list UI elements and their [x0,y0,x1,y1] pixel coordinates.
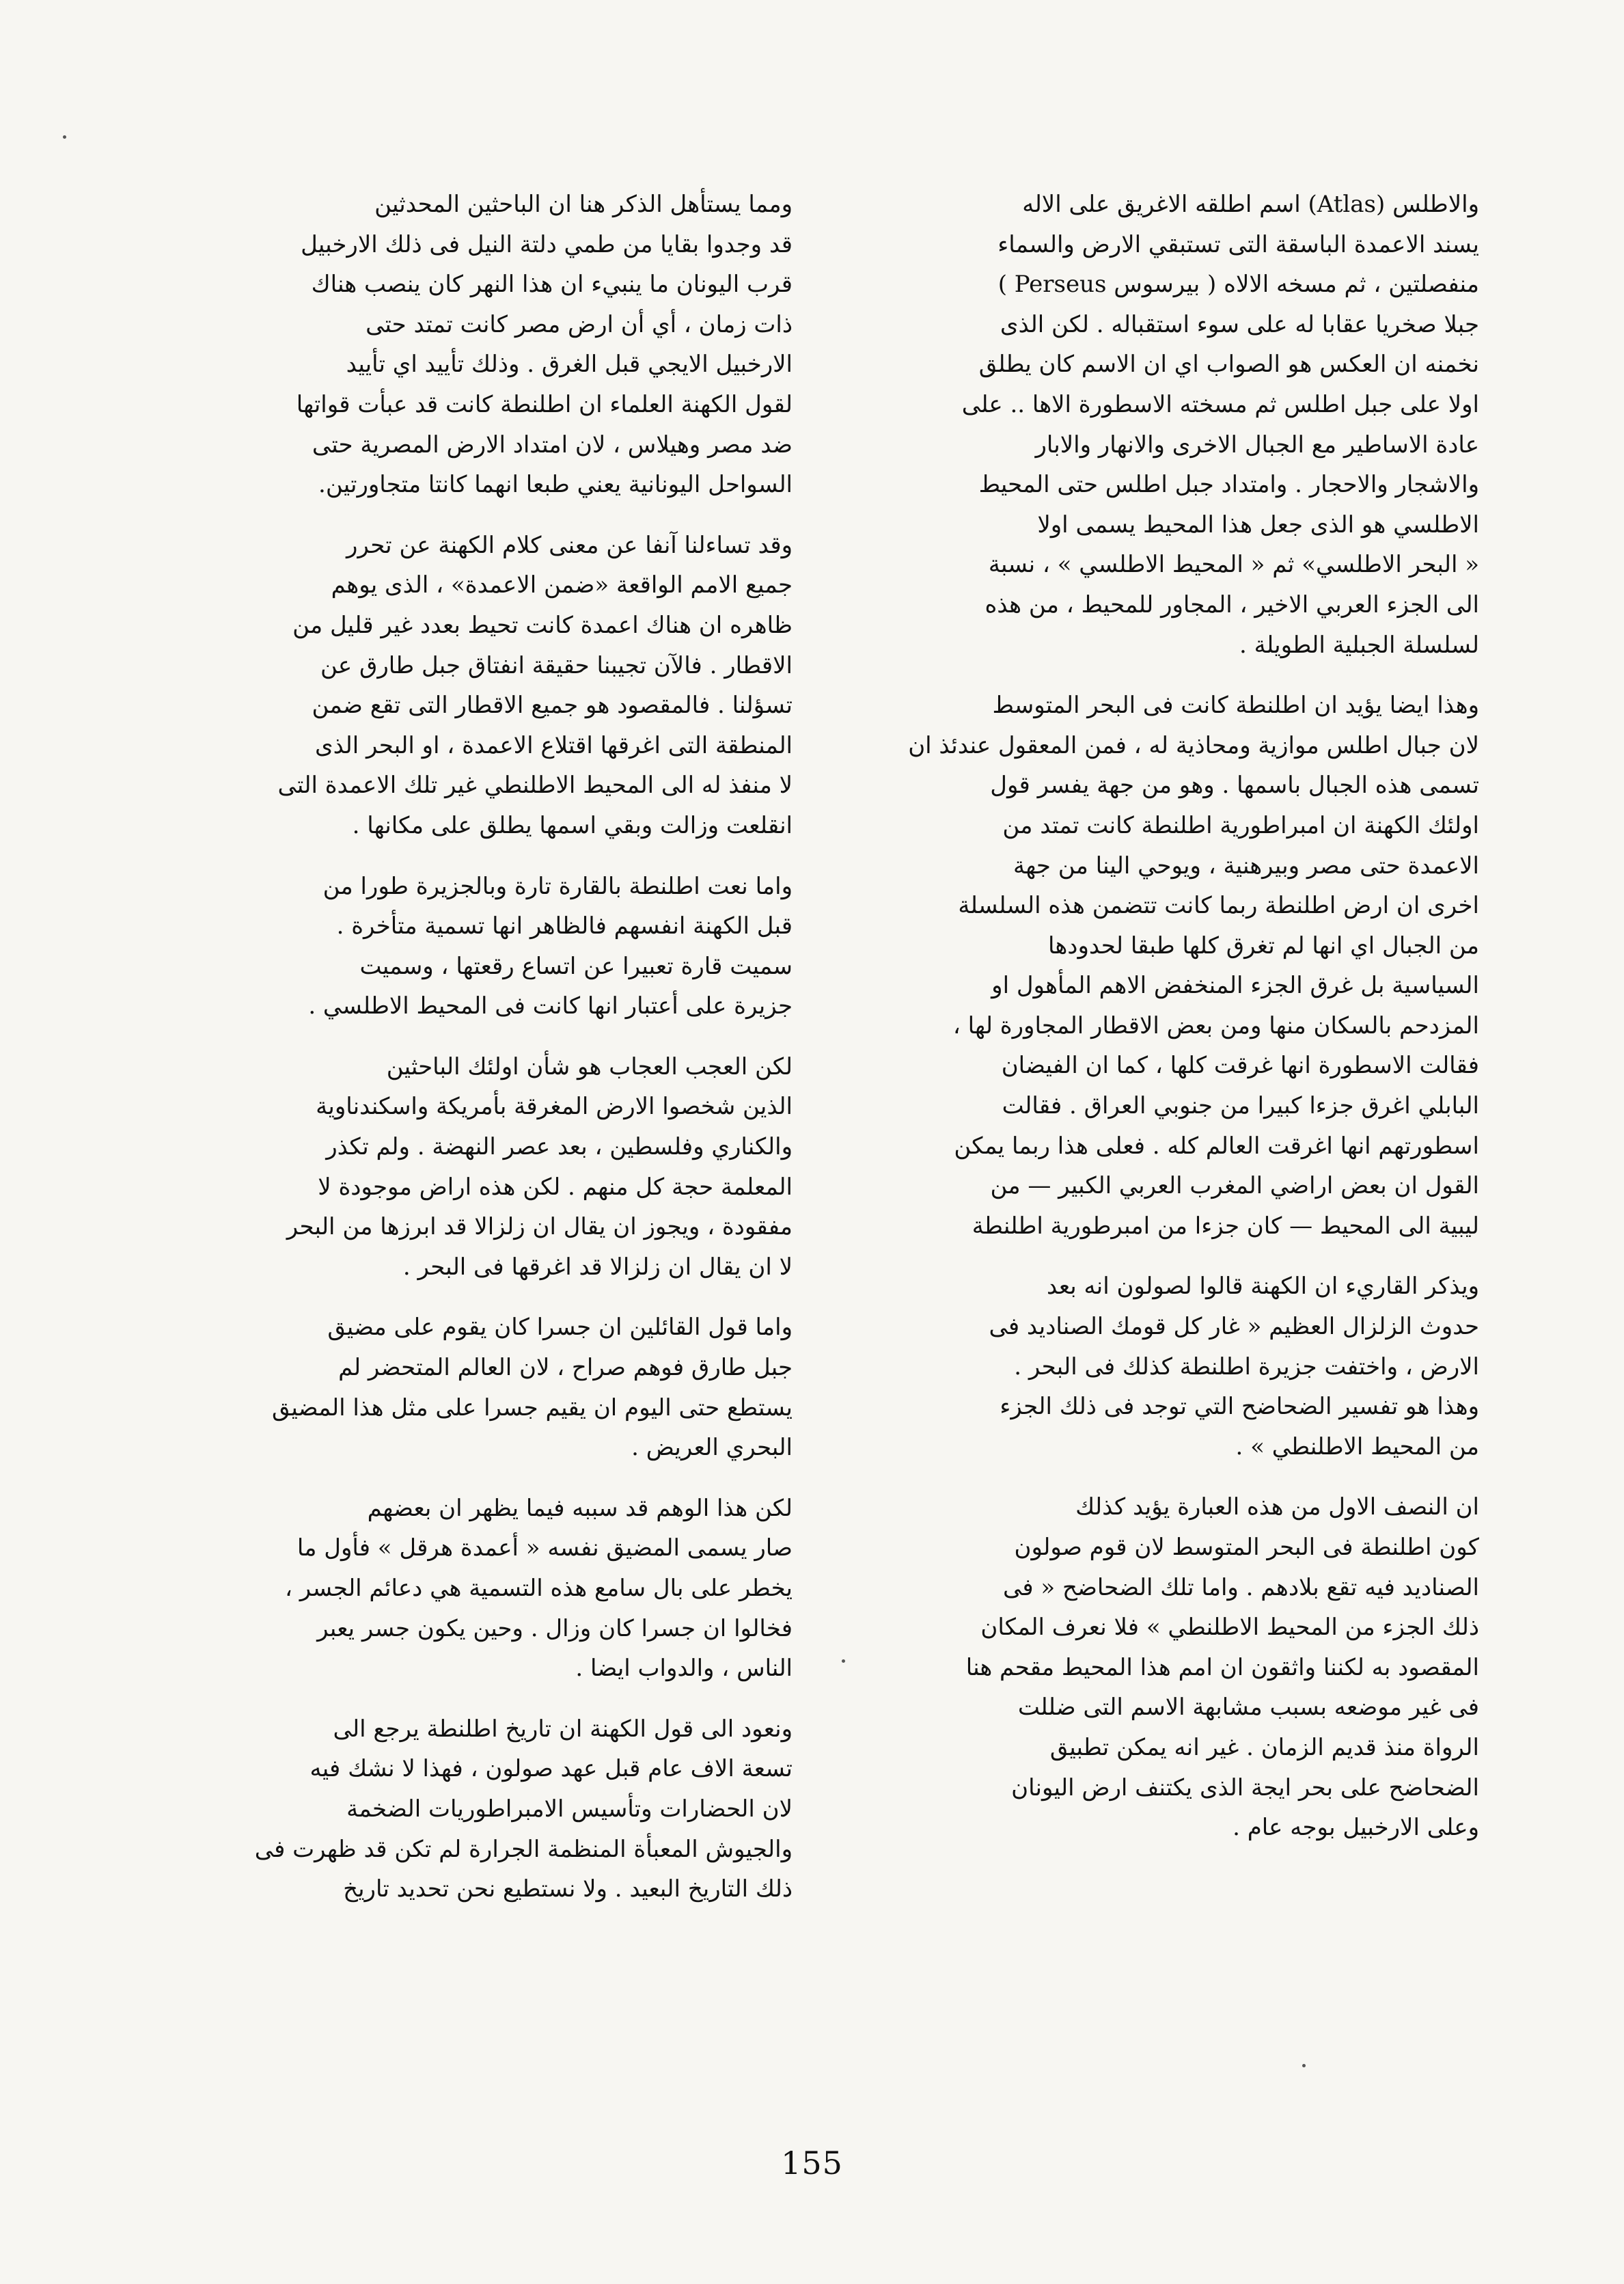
text-line: تسعة الاف عام قبل عهد صولون ، فهذا لا نشك فيه [309,1755,793,1783]
text-line: واما نعت اطلنطة بالقارة تارة وبالجزيرة طورا من [322,872,793,900]
text-line: الرواة منذ قديم الزمان . غير انه يمكن تطبيق [1049,1733,1479,1761]
text-line: قبل الكهنة انفسهم فالظاهر انها تسمية متأخرة . [336,912,793,940]
text-line: يستطع حتى اليوم ان يقيم جسرا على مثل هذا المضيق [271,1393,793,1422]
text-line: ظاهره ان هناك اعمدة كانت تحيط بعدد غير قليل من [292,611,793,639]
text-line: لان الحضارات وتأسيس الامبراطوريات الضخمة [346,1795,793,1823]
text-line: والاطلس (Atlas) اسم اطلقه الاغريق على الاله [1022,191,1479,218]
text-line: اولا على جبل اطلس ثم مسخته الاسطورة الاها .. على [961,390,1479,418]
text-line: المقصود به لكننا واثقون ان امم هذا المحيط مقحم هنا [965,1653,1479,1681]
text-line: السياسية بل غرق الجزء المنخفض الاهم المأهول او [991,972,1479,1000]
text-line: يسند الاعمدة الباسقة التى تستبقي الارض والسماء [997,230,1479,258]
text-line: الناس ، والدواب ايضا . [575,1655,793,1683]
text-line: البابلي اغرق جزءا كبيرا من جنوبي العراق . فقالت [1002,1092,1479,1120]
text-line: وقد تساءلنا آنفا عن معنى كلام الكهنة عن تحرر [346,531,793,559]
text-line: جميع الامم الواقعة «ضمن الاعمدة» ، الذى يوهم [331,571,793,599]
right-column-paragraph [851,1487,1479,1847]
text-line: الارض ، واختفت جزيرة اطلنطة كذلك فى البحر . [1014,1352,1479,1381]
text-line: اسطورتهم انها اغرقت العالم كله . فعلى هذا ربما يمكن [954,1132,1479,1160]
text-line: الى الجزء العربي الاخير ، المجاور للمحيط ، من هذه [985,590,1479,618]
left-column-paragraph [164,1709,793,1909]
text-line: المزدحم بالسكان منها ومن بعض الاقطار المجاورة لها ، [952,1011,1479,1039]
left-column-paragraph [164,1488,793,1689]
scan-speck [63,135,66,139]
text-line: حدوث الزلزال العظيم « غار كل قومك الصناديد فى [989,1313,1479,1341]
text-line: انقلعت وزالت وبقي اسمها يطلق على مكانها . [352,811,793,839]
text-line: الاعمدة حتى مصر وبيرهنية ، ويوحي الينا من جهة [1013,852,1479,880]
text-line: تسمى هذه الجبال باسمها . وهو من جهة يفسر قول [990,772,1479,800]
text-line: ليبية الى المحيط — كان جزءا من امبرطورية اطلنطة [972,1212,1479,1240]
right-column-paragraph [851,1266,1479,1467]
text-line: نخمنه ان العكس هو الصواب اي ان الاسم كان يطلق [978,351,1479,379]
text-line: عادة الاساطير مع الجبال الاخرى والانهار والابار [1035,431,1479,459]
text-line: السواحل اليونانية يعني طبعا انهما كانتا متجاورتين. [318,471,793,499]
text-line: جبل طارق فوهم صراح ، لان العالم المتحضر لم [338,1354,793,1382]
left-column-paragraph [164,526,793,846]
text-line: قرب اليونان ما ينبيء ان هذا النهر كان ينصب هناك [311,271,793,299]
text-line: من المحيط الاطلنطي » . [1235,1432,1479,1460]
left-column [164,185,793,1909]
text-line: لا منفذ له الى المحيط الاطلنطي غير تلك الاعمدة التى [277,772,793,800]
text-line: فخالوا ان جسرا كان وزال . وحين يكون جسر يعبر [317,1614,793,1642]
text-line: ذلك التاريخ البعيد . ولا نستطيع نحن تحديد تاريخ [343,1875,793,1903]
text-line: ذات زمان ، أي أن ارض مصر كانت تمتد حتى [366,310,793,338]
text-line: المعلمة حجة كل منهم . لكن هذه اراض موجودة لا [318,1173,793,1201]
text-line: وعلى الارخبيل بوجه عام . [1233,1814,1479,1842]
text-line: وهذا ايضا يؤيد ان اطلنطة كانت فى البحر المتوسط [992,692,1479,720]
text-line: لقول الكهنة العلماء ان اطلنطة كانت قد عبأت قواتها [296,390,793,418]
text-line: قد وجدوا بقايا من طمي دلتة النيل فى ذلك الارخبيل [301,230,793,258]
text-line: ونعود الى قول الكهنة ان تاريخ اطلنطة يرجع الى [333,1715,793,1743]
text-line: فى غير موضعه بسبب مشابهة الاسم التى ضللت [1017,1694,1479,1722]
text-line: سميت قارة تعبيرا عن اتساع رقعتها ، وسميت [359,952,793,980]
text-line: الاقطار . فالآن تجيبنا حقيقة انفتاق جبل طارق عن [320,651,793,679]
left-column-paragraph [164,867,793,1027]
text-line: الصناديد فيه تقع بلادهم . واما تلك الضحاضح « فى [1003,1573,1479,1601]
text-line: جزيرة على أعتبار انها كانت فى المحيط الاطلسي . [308,992,793,1020]
text-line: مفقودة ، ويجوز ان يقال ان زلزالا قد ابرزها من البحر [286,1213,793,1241]
page-number: 155 [781,2145,843,2181]
text-line: الاطلسي هو الذى جعل هذا المحيط يسمى اولا [1037,511,1479,539]
text-line: المنطقة التى اغرقها اقتلاع الاعمدة ، او البحر الذى [314,731,793,759]
text-line: صار يسمى المضيق نفسه « أعمدة هرقل » فأول ما [297,1534,793,1562]
text-line: واما قول القائلين ان جسرا كان يقوم على مضيق [327,1314,793,1342]
text-line: ومما يستأهل الذكر هنا ان الباحثين المحدثين [374,191,793,218]
scan-speck [1302,2064,1306,2067]
text-line: والكناري وفلسطين ، بعد عصر النهضة . ولم تكذر [326,1133,793,1161]
left-column-paragraph [164,1047,793,1288]
right-column-paragraph [851,685,1479,1246]
text-line: وهذا هو تفسير الضحاضح التي توجد فى ذلك الجزء [1000,1393,1479,1421]
text-line: كون اطلنطة فى البحر المتوسط لان قوم صولون [1014,1534,1479,1561]
text-line: ويذكر القاريء ان الكهنة قالوا لصولون انه بعد [1046,1273,1479,1301]
text-line: الضحاضح على بحر ايجة الذى يكتنف ارض اليونان [1011,1773,1479,1802]
text-line: يخطر على بال سامع هذه التسمية هي دعائم الجسر ، [285,1575,793,1602]
text-line: لا ان يقال ان زلزالا قد اغرقها فى البحر . [402,1253,793,1281]
text-line: والاشجار والاحجار . وامتداد جبل اطلس حتى المحيط [978,471,1479,499]
text-line: البحري العريض . [631,1434,793,1462]
text-line: القول ان بعض اراضي المغرب العربي الكبير — من [990,1172,1479,1200]
right-column [851,185,1479,1848]
text-line: اخرى ان ارض اطلنطة ربما كانت تتضمن هذه السلسلة [958,892,1479,920]
text-line: لان جبال اطلس موازية ومحاذية له ، فمن المعقول عندئذ ان [908,731,1479,759]
text-line: الارخبيل الايجي قبل الغرق . وذلك تأييد اي تأييد [346,351,793,379]
text-line: تسؤلنا . فالمقصود هو جميع الاقطار التى تقع ضمن [312,692,793,720]
text-line: ان النصف الاول من هذه العبارة يؤيد كذلك [1075,1493,1479,1521]
right-column-paragraph [851,185,1479,665]
scan-speck [842,1659,845,1663]
text-line: اولئك الكهنة ان امبراطورية اطلنطة كانت تمتد من [1002,811,1479,839]
text-line: من الجبال اي انها لم تغرق كلها طبقا لحدودها [1048,932,1479,960]
text-line: لسلسلة الجبلية الطويلة . [1239,631,1479,659]
left-column-paragraph [164,185,793,505]
text-line: فقالت الاسطورة انها غرقت كلها ، كما ان الفيضان [1001,1052,1479,1080]
text-line: الذين شخصوا الارض المغرقة بأمريكة واسكندناوية [316,1093,793,1121]
text-line: ضد مصر وهيلاس ، لان امتداد الارض المصرية حتى [312,431,793,459]
text-line: « البحر الاطلسي» ثم « المحيط الاطلسي » ، نسبة [988,551,1479,579]
left-column-paragraph [164,1307,793,1467]
text-line: ذلك الجزء من المحيط الاطلنطي » فلا نعرف المكان [980,1614,1479,1642]
text-line: منفصلتين ، ثم مسخه الالاه ( بيرسوس Perseus ) [997,271,1479,299]
text-line: والجيوش المعبأة المنظمة الجرارة لم تكن قد ظهرت فى [254,1835,793,1863]
text-line: جبلا صخريا عقابا له على سوء استقباله . لكن الذى [1000,310,1479,338]
text-line: لكن العجب العجاب هو شأن اولئك الباحثين [386,1052,793,1080]
text-line: لكن هذا الوهم قد سببه فيما يظهر ان بعضهم [367,1494,793,1522]
